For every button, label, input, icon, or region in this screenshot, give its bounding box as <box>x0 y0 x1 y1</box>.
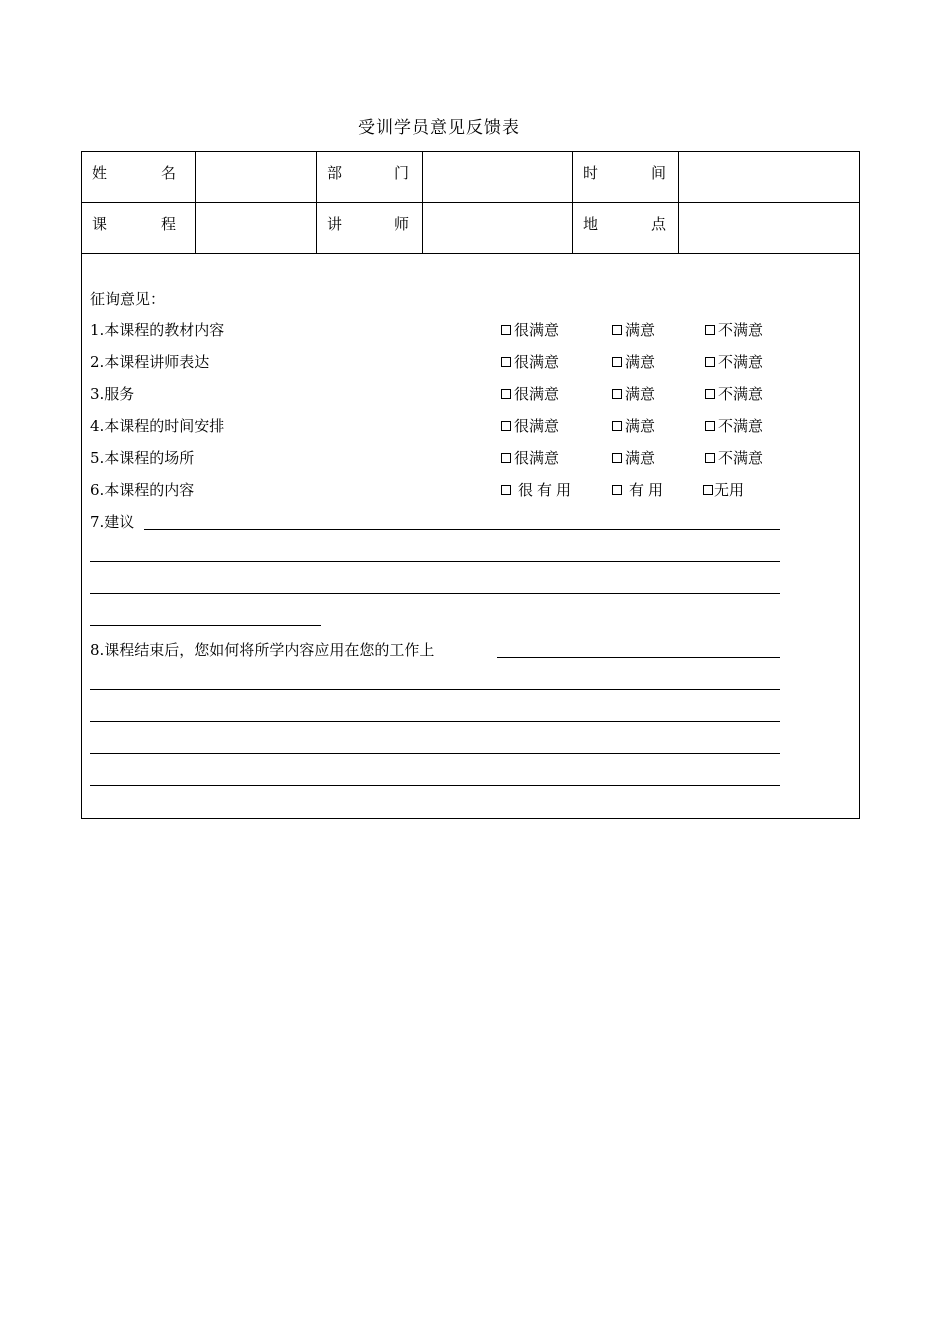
checkbox-icon[interactable] <box>612 389 622 399</box>
course-label-char: 课 <box>92 215 108 233</box>
option-label: 不满意 <box>718 321 764 339</box>
lecturer-label-char: 讲 <box>327 215 343 233</box>
application-label: 8.课程结束后，您如何将所学内容应用在您的工作上 <box>90 641 435 659</box>
checkbox-icon[interactable] <box>705 421 715 431</box>
department-label <box>327 153 409 203</box>
checkbox-icon[interactable] <box>705 453 715 463</box>
department-label-char: 部 <box>327 164 343 182</box>
course-label-char: 程 <box>160 215 176 233</box>
option-label: 满意 <box>625 321 656 339</box>
checkbox-icon[interactable] <box>612 325 622 335</box>
option-very-satisfied[interactable] <box>501 416 559 436</box>
checkbox-icon[interactable] <box>501 453 511 463</box>
checkbox-icon[interactable] <box>612 453 622 463</box>
checkbox-icon[interactable] <box>705 325 715 335</box>
question-4: 4.本课程的时间安排 <box>90 417 225 435</box>
option-unsatisfied[interactable] <box>705 352 763 372</box>
location-label-char: 地 <box>583 215 599 233</box>
option-label: 满意 <box>625 385 656 403</box>
time-field[interactable] <box>679 153 859 203</box>
option-label: 很有用 <box>518 481 576 499</box>
time-label <box>583 153 666 203</box>
question-5: 5.本课程的场所 <box>90 449 195 467</box>
option-unsatisfied[interactable] <box>705 320 763 340</box>
application-line[interactable] <box>90 721 780 722</box>
option-very-satisfied[interactable] <box>501 384 559 404</box>
header-col-divider <box>572 152 573 254</box>
option-very-satisfied[interactable] <box>501 320 559 340</box>
option-label: 不满意 <box>718 353 764 371</box>
lecturer-label-char: 师 <box>393 215 409 233</box>
option-satisfied[interactable] <box>612 384 655 404</box>
checkbox-icon[interactable] <box>501 389 511 399</box>
location-label <box>583 204 666 254</box>
department-label-char: 门 <box>393 164 409 182</box>
checkbox-icon[interactable] <box>612 421 622 431</box>
suggestion-line[interactable] <box>90 593 780 594</box>
option-very-satisfied[interactable] <box>501 448 559 468</box>
option-label: 很满意 <box>514 417 560 435</box>
option-satisfied[interactable] <box>612 448 655 468</box>
option-unsatisfied[interactable] <box>705 384 763 404</box>
question-6: 6.本课程的内容 <box>90 481 195 499</box>
option-label: 无用 <box>714 481 745 499</box>
form-title: 受训学员意见反馈表 <box>358 118 520 138</box>
lecturer-field[interactable] <box>423 204 572 254</box>
lecturer-label <box>327 204 409 254</box>
application-line[interactable] <box>497 657 780 658</box>
option-satisfied[interactable] <box>612 416 655 436</box>
location-label-char: 点 <box>650 215 666 233</box>
name-label <box>92 153 176 203</box>
course-label <box>92 204 176 254</box>
application-line[interactable] <box>90 753 780 754</box>
suggestion-label: 7.建议 <box>90 513 135 531</box>
course-field[interactable] <box>196 204 316 254</box>
question-3: 3.服务 <box>90 385 135 403</box>
application-line[interactable] <box>90 689 780 690</box>
header-col-divider <box>316 152 317 254</box>
name-label-char: 名 <box>160 164 176 182</box>
option-label: 很满意 <box>514 449 560 467</box>
checkbox-icon[interactable] <box>501 357 511 367</box>
checkbox-icon[interactable] <box>612 485 622 495</box>
option-label: 满意 <box>625 449 656 467</box>
option-satisfied[interactable] <box>612 352 655 372</box>
checkbox-icon[interactable] <box>501 485 511 495</box>
checkbox-icon[interactable] <box>705 357 715 367</box>
name-field[interactable] <box>196 153 316 203</box>
option-label: 有用 <box>629 481 668 499</box>
location-field[interactable] <box>679 204 859 254</box>
option-very-satisfied[interactable] <box>501 352 559 372</box>
name-label-char: 姓 <box>92 164 108 182</box>
option-label: 不满意 <box>718 417 764 435</box>
option-very-useful[interactable] <box>501 480 575 500</box>
option-label: 很满意 <box>514 353 560 371</box>
option-satisfied[interactable] <box>612 320 655 340</box>
option-label: 满意 <box>625 353 656 371</box>
checkbox-icon[interactable] <box>705 389 715 399</box>
question-1: 1.本课程的教材内容 <box>90 321 225 339</box>
option-label: 很满意 <box>514 385 560 403</box>
suggestion-line[interactable] <box>90 561 780 562</box>
option-unsatisfied[interactable] <box>705 416 763 436</box>
checkbox-icon[interactable] <box>501 325 511 335</box>
application-line[interactable] <box>90 785 780 786</box>
option-label: 满意 <box>625 417 656 435</box>
option-useful[interactable] <box>612 480 667 500</box>
option-useless[interactable] <box>703 480 744 500</box>
time-label-char: 间 <box>650 164 666 182</box>
option-label: 很满意 <box>514 321 560 339</box>
option-label: 不满意 <box>718 449 764 467</box>
checkbox-icon[interactable] <box>501 421 511 431</box>
checkbox-icon[interactable] <box>703 485 713 495</box>
section-heading: 征询意见： <box>90 290 166 308</box>
option-unsatisfied[interactable] <box>705 448 763 468</box>
time-label-char: 时 <box>583 164 599 182</box>
checkbox-icon[interactable] <box>612 357 622 367</box>
suggestion-line[interactable] <box>144 529 780 530</box>
feedback-form <box>81 151 860 819</box>
department-field[interactable] <box>423 153 572 203</box>
suggestion-line[interactable] <box>90 625 321 626</box>
question-2: 2.本课程讲师表达 <box>90 353 210 371</box>
option-label: 不满意 <box>718 385 764 403</box>
